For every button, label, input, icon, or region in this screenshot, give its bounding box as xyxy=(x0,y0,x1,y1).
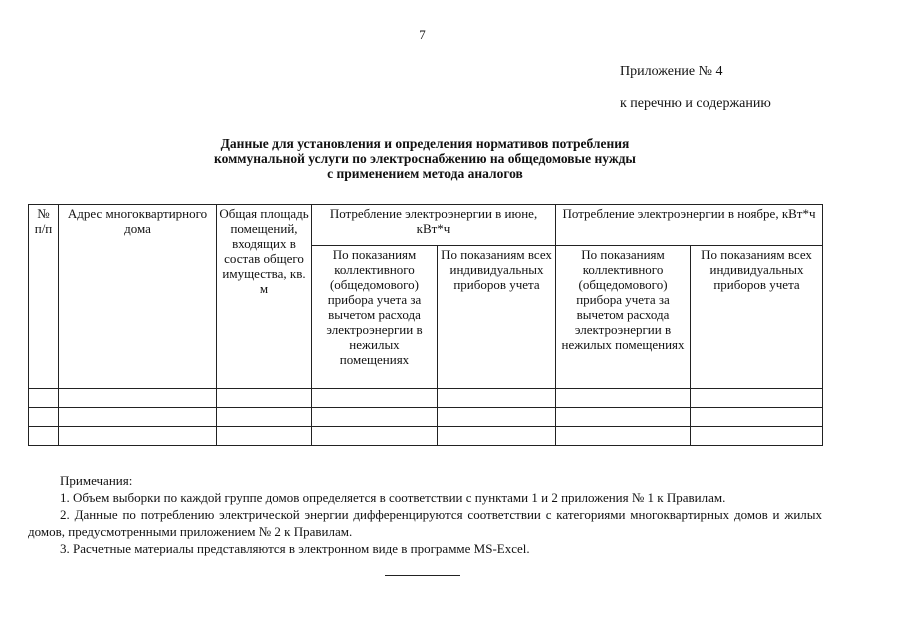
header-november: Потребление электроэнергии в ноябре, кВт*ч xyxy=(556,205,823,246)
notes-heading: Примечания: xyxy=(60,473,133,488)
header-area: Общая площадь помещений, входящих в состав общего имущества, кв. м xyxy=(217,205,312,389)
header-june-collective: По показаниям коллективного (общедомового) прибора учета за вычетом расхода электроэнергии в нежилых помещениях xyxy=(312,246,438,389)
bottom-divider xyxy=(385,575,460,576)
title-line-3: с применением метода аналогов xyxy=(327,166,523,181)
table-row xyxy=(29,389,823,408)
note-item-3: 3. Расчетные материалы представляются в электронном виде в программе MS-Excel. xyxy=(60,541,530,556)
header-november-individual: По показаниям всех индивидуальных приборов учета xyxy=(691,246,823,389)
header-june-individual: По показаниям всех индивидуальных приборов учета xyxy=(438,246,556,389)
note-item-2: 2. Данные по потреблению электрической энергии дифференцируются соответствии с категориями многоквартирных домов и жилых домов, предусмотренными приложением № 2 к Правилам. xyxy=(28,507,822,539)
appendix-title: Приложение № 4 xyxy=(620,64,723,79)
table-row xyxy=(29,408,823,427)
table-row xyxy=(29,427,823,446)
note-item-1: 1. Объем выборки по каждой группе домов определяется в соответствии с пунктами 1 и 2 приложения № 1 к Правилам. xyxy=(60,490,726,505)
page-number: 7 xyxy=(419,27,426,42)
appendix-subtitle: к перечню и содержанию xyxy=(620,96,771,111)
notes-section xyxy=(28,472,822,557)
header-address: Адрес многоквартирного дома xyxy=(59,205,217,389)
document-title xyxy=(175,136,675,181)
header-november-collective: По показаниям коллективного (общедомового) прибора учета за вычетом расхода электроэнергии в нежилых помещениях xyxy=(556,246,691,389)
header-june: Потребление электроэнергии в июне, кВт*ч xyxy=(312,205,556,246)
title-line-1: Данные для установления и определения нормативов потребления xyxy=(220,136,630,151)
title-line-2: коммунальной услуги по электроснабжению на общедомовые нужды xyxy=(214,151,636,166)
data-table xyxy=(28,204,823,446)
table-header-row xyxy=(29,205,823,246)
header-number: № п/п xyxy=(29,205,59,389)
